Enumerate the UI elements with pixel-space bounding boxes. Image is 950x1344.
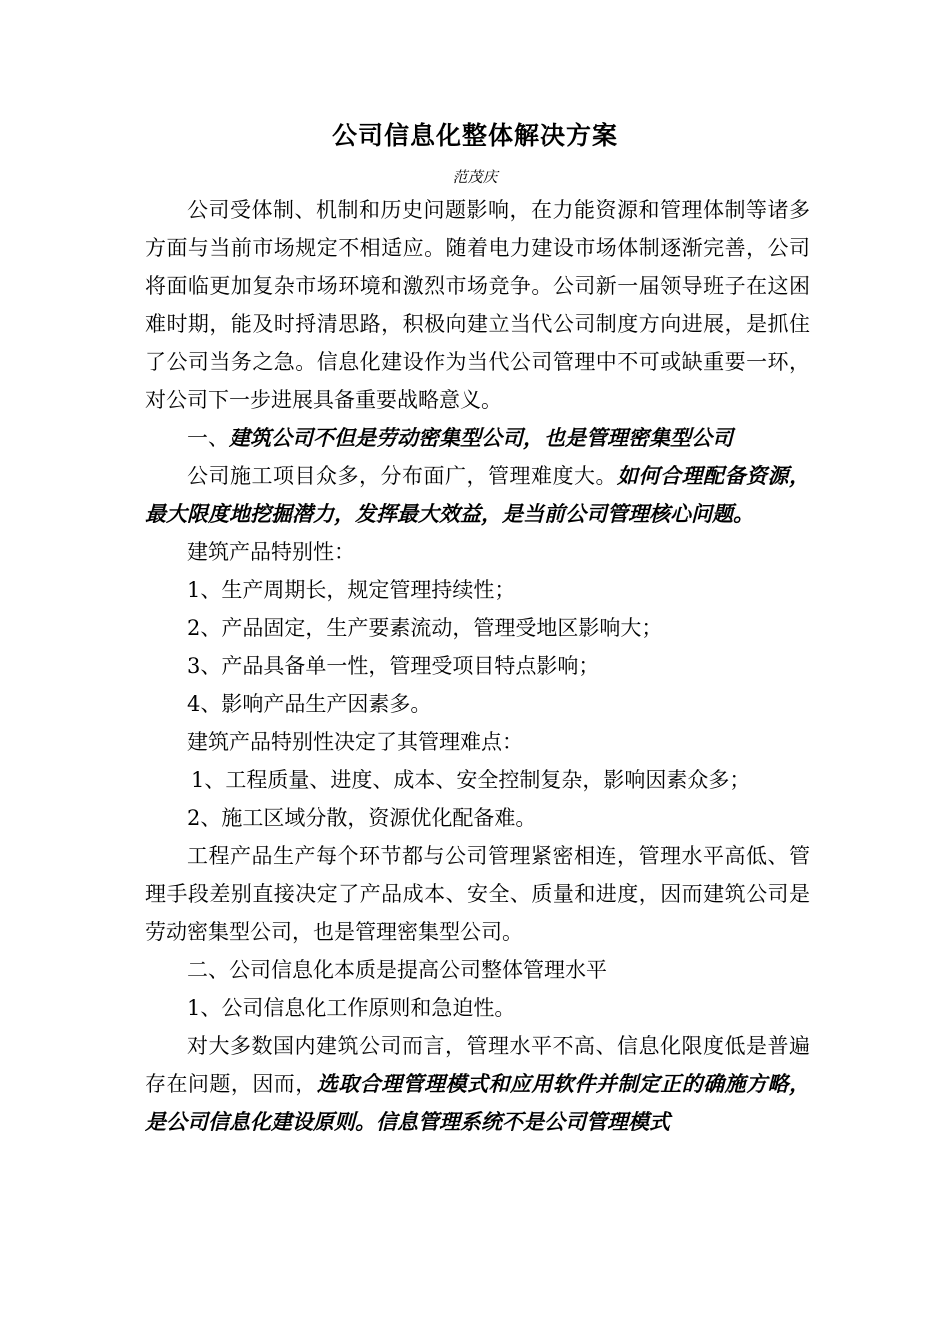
emphasis-text: 如何合理配备资源，最大限度地挖掘潜力，发挥最大效益，是当前公司管理核心问题。 — [145, 463, 810, 526]
list-item: 2、施工区域分散，资源优化配备难。 — [187, 806, 537, 830]
emphasis-text: 选取合理管理模式和应用软件并制定正的确施方略，是公司信息化建设原则。信息管理系统不是公司管理模式 — [145, 1071, 810, 1134]
document-author: 范茂庆 — [452, 168, 498, 186]
paragraph-product-specialty: 建筑产品特别性： — [187, 540, 355, 564]
paragraph-principles — [145, 1027, 810, 1141]
section-heading-1 — [145, 419, 810, 457]
section-heading-text: 建筑公司不但是劳动密集型公司，也是管理密集型公司 — [229, 425, 733, 450]
list-item: 4、影响产品生产因素多。 — [187, 692, 432, 716]
paragraph-production: 工程产品生产每个环节都与公司管理紧密相连，管理水平高低、管理手段差别直接决定了产品成本、安全、质量和进度，因而建筑公司是劳动密集型公司，也是管理密集型公司。 — [145, 844, 810, 944]
section-heading-2: 二、公司信息化本质是提高公司整体管理水平 — [187, 958, 607, 982]
list-item: 2、产品固定，生产要素流动，管理受地区影响大； — [187, 616, 663, 640]
list-item: 1、生产周期长，规定管理持续性； — [187, 578, 516, 602]
subsection-heading: 1、公司信息化工作原则和急迫性。 — [187, 996, 516, 1020]
paragraph-text: 对大多数国内建筑公司而言，管理水平不高、信息化限度低是普遍存在问题，因而， — [145, 1034, 810, 1096]
list-item: 1、工程质量、进度、成本、安全控制复杂，影响因素众多； — [191, 768, 751, 792]
paragraph-text: 公司施工项目众多，分布面广，管理难度大。 — [187, 464, 617, 488]
section-number: 一、 — [187, 426, 229, 450]
list-item: 3、产品具备单一性，管理受项目特点影响； — [187, 654, 600, 678]
paragraph-projects — [145, 457, 810, 533]
paragraph-intro: 公司受体制、机制和历史问题影响，在力能资源和管理体制等诸多方面与当前市场规定不相适应。随着电力建设市场体制逐渐完善，公司将面临更加复杂市场环境和激烈市场竞争。公司新一届领导班子在这困难时期，能及时捋清思路，积极向建立当代公司制度方向进展，是抓住了公司当务之急。信息化建设作为当代公司管理中不可或缺重要一环，对公司下一步进展具备重要战略意义。 — [145, 198, 810, 412]
paragraph-management-difficulty: 建筑产品特别性决定了其管理难点： — [187, 730, 523, 754]
document-title: 公司信息化整体解决方案 — [331, 121, 618, 150]
document-body — [145, 191, 810, 1141]
